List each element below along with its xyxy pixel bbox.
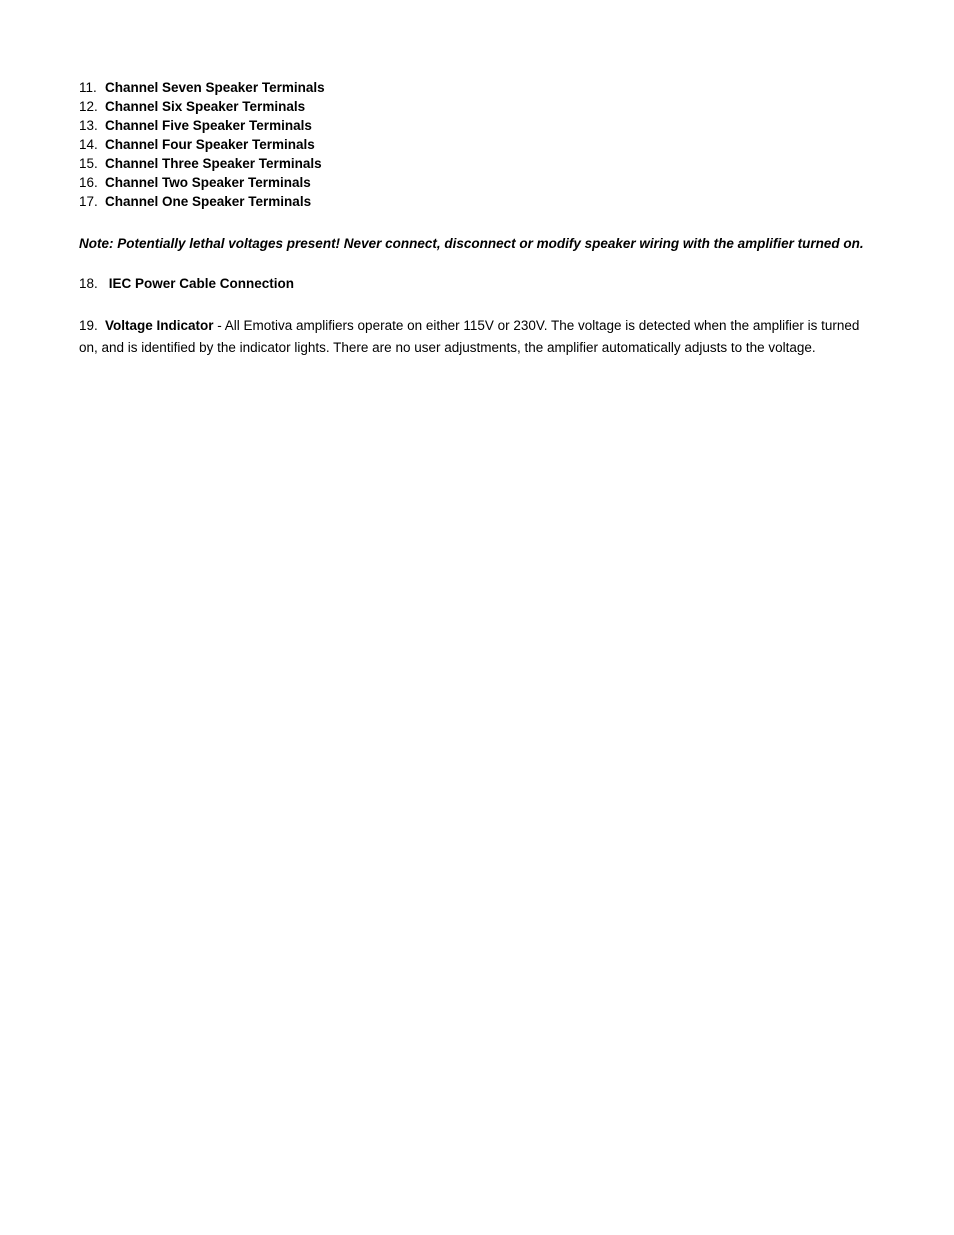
list-item-label: Channel One Speaker Terminals [105,194,312,209]
list-item [79,173,879,192]
list-item [79,135,879,154]
list-item-number: 19. [79,318,98,333]
list-item-number: 16. [79,175,98,190]
list-item-number: 18. [79,276,98,291]
list-item-number: 11. [79,80,97,95]
list-item-label: Channel Four Speaker Terminals [105,137,315,152]
document-page [79,78,879,359]
list-item [79,154,879,173]
list-item-label: Channel Five Speaker Terminals [105,118,312,133]
speaker-terminal-list [79,78,879,211]
list-item-voltage-indicator [79,315,874,359]
list-item-iec-power [79,274,879,293]
list-item-label: Channel Two Speaker Terminals [105,175,311,190]
list-item-description: - All Emotiva amplifiers operate on either 115V or 230V. The voltage is detected when the amplifier is turned on, and is identified by the indicator lights. There are no user adjustments, the amplifier automatically adjusts to the voltage. [79,318,860,355]
list-item-number: 15. [79,156,98,171]
list-item-label: Channel Seven Speaker Terminals [105,80,325,95]
safety-note: Note: Potentially lethal voltages present! Never connect, disconnect or modify speaker wiring with the amplifier turned on. [79,236,864,251]
list-item [79,192,879,211]
list-item-number: 14. [79,137,98,152]
list-item-number: 12. [79,99,98,114]
list-item-number: 13. [79,118,98,133]
list-item [79,97,879,116]
list-item-label: Voltage Indicator [105,318,214,333]
list-item-number: 17. [79,194,98,209]
list-item [79,116,879,135]
list-item-label: Channel Six Speaker Terminals [105,99,306,114]
list-item [79,78,879,97]
list-item-label: IEC Power Cable Connection [108,276,295,291]
list-item-label: Channel Three Speaker Terminals [105,156,322,171]
